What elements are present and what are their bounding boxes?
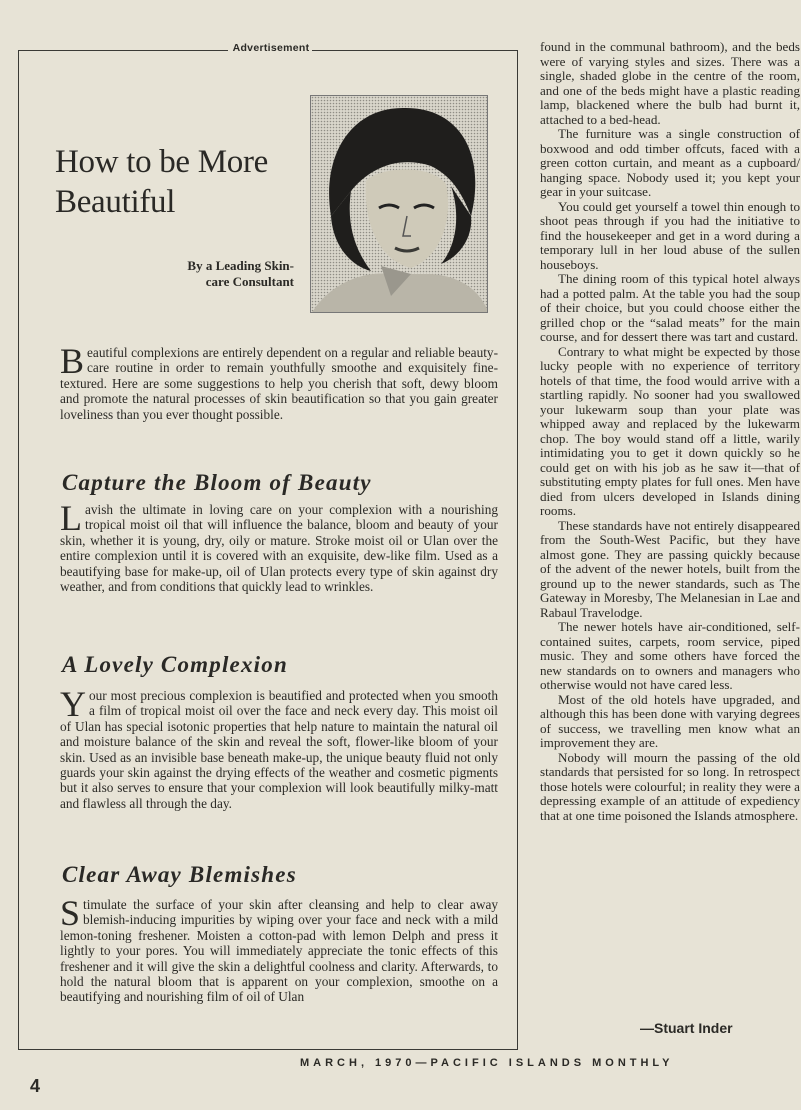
bloom-text: avish the ultimate in loving care on your complexion with a nourishing tropical moist oil that will influence the balance, bloom and beauty of your skin, whether it is young, dry, oily or mature. Stroke moist oil or Ulan over the entire complexion until it is covered with an exquisite, dew-like film. Used as a beautifying base for make-up, oil of Ulan protects every type of skin against dry weather, and from conditions that quickly lead to wrinkles. — [60, 502, 498, 595]
article-paragraph: These standards have not entirely disappeared from the South-West Pacific, but they have almost gone. They are passing quickly because of the advent of the newer hotels, built from the ground up to the newer standards, such as The Gateway in Moresby, The Melanesian in Lae and Rabaul Travelodge. — [540, 517, 800, 620]
section-heading-bloom: Capture the Bloom of Beauty — [62, 470, 372, 495]
portrait-image — [311, 96, 488, 313]
article-paragraph: Nobody will mourn the passing of the old standards that persisted for so long. In retrospect those hotels were colourful; in reality they were a depressing example of an attitude of expediency that at one time poisoned the Islands atmosphere. — [540, 749, 800, 823]
ad-title: How to be More Beautiful — [55, 144, 269, 220]
bloom-drop-cap: L — [60, 498, 82, 538]
advertisement-label: Advertisement — [232, 42, 310, 54]
blemishes-text: timulate the surface of your skin after cleansing and help to clear away blemish-inducing impurities by wiping over your face and neck with a mild lemon-toning freshener. Moisten a cotton-pad with lemon Delph and press it lightly to your pores. You will immediately appreciate the tonic effects of this freshener and it will give the skin a delightful coolness and clarity. Afterwards, to hold the natural bloom that is apparent on your complexion, smoothe on a beautifying and nourishing film of oil of Ulan — [60, 897, 498, 1005]
blemishes-drop-cap: S — [60, 893, 81, 933]
article-column — [540, 40, 800, 823]
section-heading-complexion: A Lovely Complexion — [62, 652, 288, 677]
article-paragraph: Most of the old hotels have upgraded, and although this has been done with varying degrees of success, we travelling men know what an improvement they are. — [540, 691, 800, 750]
article-paragraph: Contrary to what might be expected by those lucky people with no experience of territory hotels of that time, the food would arrive with a startling rapidly. No sooner had you swallowed your lukewarm soup than your plate was whipped away and replaced by the lukewarm chop. The boy would stand off a little, warily intimidating you to get it down quickly so he could get on with his job as he saw it—that of substituting empty plates for full ones. Men have died from ulcers developed in Islands dining rooms. — [540, 343, 800, 518]
complexion-text: our most precious complexion is beautified and protected when you smooth a film of tropical moist oil over the face and neck every day. This moist oil of Ulan has special isotonic properties that help nature to maintain the natural oil and moisture balance of the skin and reveal the soft, flower-like bloom of your skin. Used as an invisible base beneath make-up, the unique beauty fluid not only guards your skin against the drying effects of the weather and cosmetic pigments but it also serves to ensure that your complexion will look beautifully milky-matt and flawless all through the day. — [60, 688, 498, 811]
complexion-drop-cap: Y — [60, 684, 86, 724]
intro-drop-cap: B — [60, 341, 85, 381]
section-paragraph-bloom — [60, 498, 498, 595]
intro-text: eautiful complexions are entirely dependent on a regular and reliable beauty-care routine in order to remain youthfully smoothe and exquisitely fine-textured. Here are some suggestions to help you cherish that soft, dewy bloom and promote the natural processes of skin beautification so that you gain greater loveliness than you ever thought possible. — [60, 345, 498, 422]
ad-intro-paragraph — [60, 341, 498, 422]
author-signature: —Stuart Inder — [640, 1020, 733, 1036]
section-paragraph-complexion — [60, 684, 498, 811]
article-paragraph: The dining room of this typical hotel always had a potted palm. At the table you had the soup of their choice, but you could choose either the grilled chop or the “salad meats” for the main course, and for dessert there was tart and custard. — [540, 271, 800, 344]
woman-portrait-photo — [310, 95, 488, 313]
page-number: 4 — [30, 1076, 41, 1096]
article-paragraph: The newer hotels have air-conditioned, self-contained suites, carpets, room service, piped music. They and some others have forced the new standards on to owners and managers who otherwise would not have cared less. — [540, 619, 800, 692]
ad-byline: By a Leading Skin-care Consultant — [187, 258, 294, 289]
article-paragraph: found in the communal bathroom), and the beds were of varying styles and sizes. There was a single, shaded globe in the centre of the room, and one of the beds might have a plastic reading lamp, blackened where the bulb had burnt it, attached to a bed-head. — [540, 39, 800, 127]
page-footer: MARCH, 1970—PACIFIC ISLANDS MONTHLY — [300, 1057, 674, 1069]
article-paragraph: You could get yourself a towel thin enough to shoot peas through if you had the initiative to find the housekeeper and get in a word during a temporary lull in her loud abuse of the sullen houseboys. — [540, 198, 800, 272]
section-heading-blemishes: Clear Away Blemishes — [62, 862, 297, 887]
section-paragraph-blemishes — [60, 893, 498, 1005]
article-paragraph: The furniture was a single construction of boxwood and odd timber offcuts, faced with a green cotton curtain, and meant as a cupboard/ hanging space. Nobody used it; you kept your gear in your suitcase. — [540, 126, 800, 199]
